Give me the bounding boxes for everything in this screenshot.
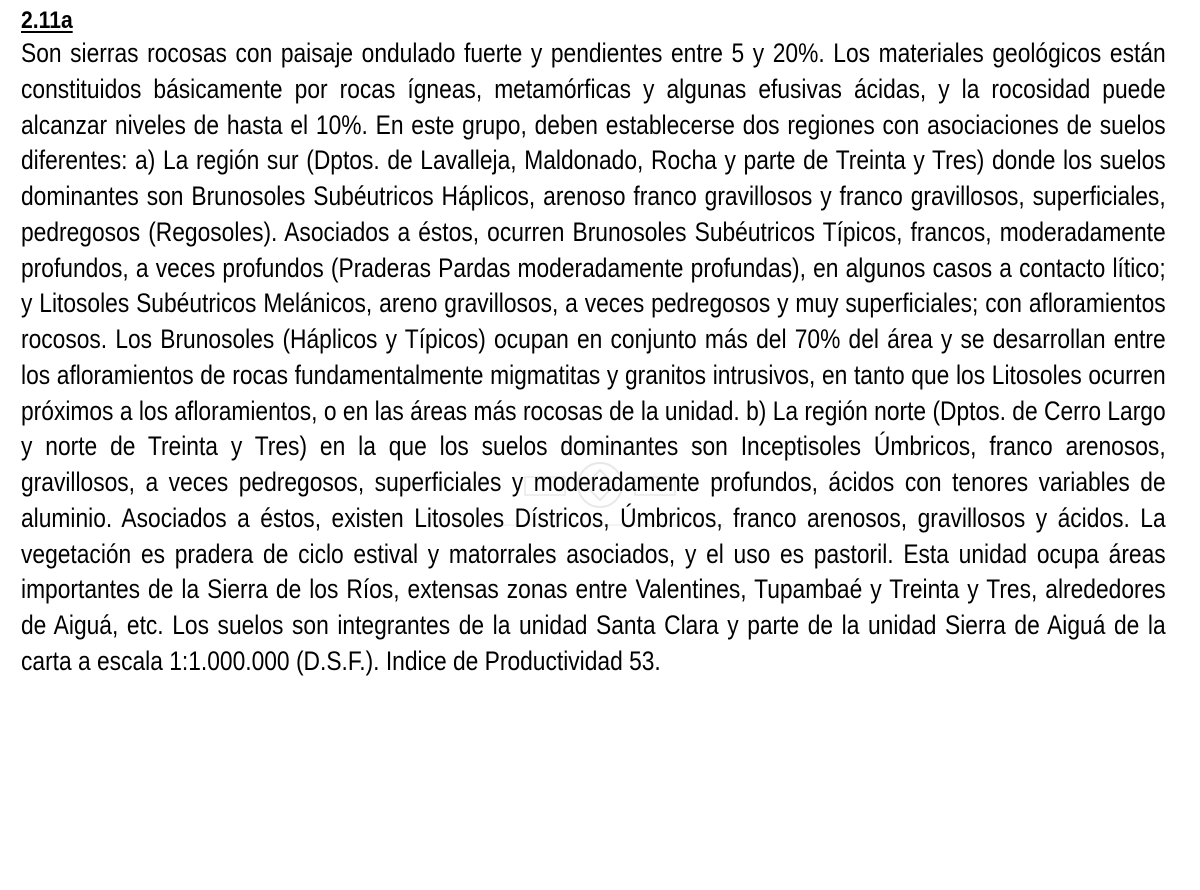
document-page: [21, 6, 1166, 680]
section-heading: 2.11a: [21, 7, 73, 34]
section-paragraph: Son sierras rocosas con paisaje ondulado fuerte y pendientes entre 5 y 20%. Los materiales geológicos están constituidos básicamente por rocas ígneas, metamórficas y algunas efusivas ácidas, y la rocosidad puede alcanzar niveles de hasta el 10%. En este grupo, deben establecerse dos regiones con asociaciones de suelos diferentes: a) La región sur (Dptos. de Lavalleja, Maldonado, Rocha y parte de Treinta y Tres) donde los suelos dominantes son Brunosoles Subéutricos Háplicos, arenoso franco gravillosos y franco gravillosos, superficiales, pedregosos (Regosoles). Asociados a éstos, ocurren Brunosoles Subéutricos Típicos, francos, moderadamente profundos, a veces profundos (Praderas Pardas moderadamente profundas), en algunos casos a contacto lítico; y Litosoles Subéutricos Melánicos, areno gravillosos, a veces pedregosos y muy superficiales; con afloramientos rocosos. Los Brunosoles (Háplicos y Típicos) ocupan en conjunto más del 70% del área y se desarrollan entre los afloramientos de rocas fundamentalmente migmatitas y granitos intrusivos, en tanto que los Litosoles ocurren próximos a los afloramientos, o en las áreas más rocosas de la unidad. b) La región norte (Dptos. de Cerro Largo y norte de Treinta y Tres) en la que los suelos dominantes son Inceptisoles Úmbricos, franco arenosos, gravillosos, a veces pedregosos, superficiales y moderadamente profundos, ácidos con tenores variables de aluminio. Asociados a éstos, existen Litosoles Dístricos, Úmbricos, franco arenosos, gravillosos y ácidos. La vegetación es pradera de ciclo estival y matorrales asociados, y el uso es pastoril. Esta unidad ocupa áreas importantes de la Sierra de los Ríos, extensas zonas entre Valentines, Tupambaé y Treinta y Tres, alrededores de Aiguá, etc. Los suelos son integrantes de la unidad Santa Clara y parte de la unidad Sierra de Aiguá de la carta a escala 1:1.000.000 (D.S.F.). Indice de Productividad 53.: [21, 38, 1166, 676]
